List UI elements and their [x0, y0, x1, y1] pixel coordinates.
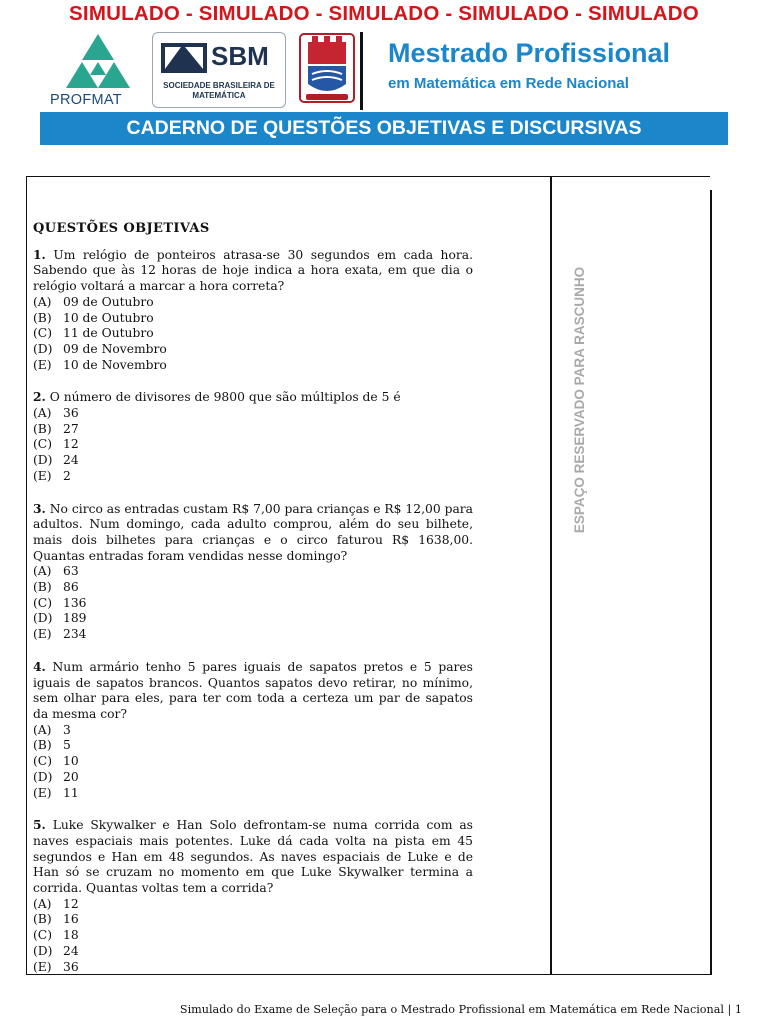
page-footer: Simulado do Exame de Seleção para o Mestrado Profissional em Matemática em Rede Nacional | 1	[179, 1003, 742, 1016]
answer-option	[33, 723, 473, 739]
question-stem	[33, 247, 473, 295]
option-text: 12	[63, 437, 79, 452]
option-letter: (C)	[33, 595, 53, 610]
answer-option	[33, 611, 473, 627]
answer-option	[33, 422, 473, 438]
option-text: 2	[63, 468, 71, 483]
option-text: 24	[63, 453, 79, 468]
option-letter: (C)	[33, 754, 53, 769]
rascunho-text: ESPAÇO RESERVADO PARA RASCUNHO	[572, 266, 587, 534]
question-number: 3.	[33, 500, 46, 516]
answer-option	[33, 754, 473, 770]
question-text: O número de divisores de 9800 que são múltiplos de 5 é	[49, 390, 401, 405]
option-text: 10 de Novembro	[63, 357, 167, 372]
answer-option	[33, 738, 473, 754]
answer-option	[33, 564, 473, 580]
question-number: 1.	[33, 246, 46, 262]
option-letter: (A)	[33, 564, 52, 579]
option-letter: (C)	[33, 326, 53, 341]
rascunho-label	[570, 266, 590, 534]
answer-option	[33, 944, 473, 960]
option-text: 20	[63, 769, 79, 784]
question-list	[33, 247, 473, 976]
answer-option	[33, 960, 473, 976]
question-number: 5.	[33, 817, 46, 833]
question-2	[33, 389, 473, 484]
sbm-mark-icon	[161, 43, 207, 73]
question-text: Um relógio de ponteiros atrasa-se 30 segundos em cada hora. Sabendo que às 12 horas de hoje indica a hora exata, em que dia o relógio voltará a marcar a hora correta?	[33, 247, 473, 294]
answer-option	[33, 786, 473, 802]
question-stem	[33, 389, 473, 406]
option-text: 09 de Outubro	[63, 294, 154, 309]
profmat-label: PROFMAT	[50, 92, 122, 108]
simulado-banner: SIMULADO - SIMULADO - SIMULADO - SIMULADO - SIMULADO	[69, 2, 699, 25]
question-stem	[33, 501, 473, 565]
option-text: 86	[63, 580, 79, 595]
answer-option	[33, 437, 473, 453]
answer-option	[33, 928, 473, 944]
option-text: 12	[63, 896, 79, 911]
page-subtitle: em Matemática em Rede Nacional	[388, 75, 629, 92]
caderno-title-bar: CADERNO DE QUESTÕES OBJETIVAS E DISCURSIVAS	[40, 112, 728, 145]
option-text: 16	[63, 912, 79, 927]
option-letter: (D)	[33, 341, 53, 356]
frame-right-border	[710, 190, 712, 975]
option-letter: (D)	[33, 453, 53, 468]
question-number: 2.	[33, 389, 46, 405]
option-text: 18	[63, 928, 79, 943]
question-4	[33, 659, 473, 801]
answer-option	[33, 342, 473, 358]
answer-option	[33, 770, 473, 786]
option-letter: (C)	[33, 928, 53, 943]
answer-option	[33, 295, 473, 311]
answer-option	[33, 453, 473, 469]
option-letter: (E)	[33, 627, 52, 642]
option-letter: (A)	[33, 722, 52, 737]
answer-option	[33, 311, 473, 327]
answer-option	[33, 897, 473, 913]
question-stem	[33, 659, 473, 723]
answer-option	[33, 406, 473, 422]
column-divider	[550, 176, 552, 975]
option-text: 27	[63, 421, 79, 436]
option-letter: (D)	[33, 769, 53, 784]
question-number: 4.	[33, 658, 46, 674]
option-letter: (B)	[33, 310, 52, 325]
option-text: 36	[63, 406, 79, 421]
answer-option	[33, 596, 473, 612]
option-letter: (D)	[33, 943, 53, 958]
option-letter: (B)	[33, 421, 52, 436]
option-text: 24	[63, 943, 79, 958]
option-text: 3	[63, 722, 71, 737]
header-divider	[360, 32, 363, 110]
questions-column	[33, 221, 473, 991]
option-letter: (D)	[33, 611, 53, 626]
option-text: 136	[63, 595, 87, 610]
question-3	[33, 501, 473, 643]
option-text: 10	[63, 754, 79, 769]
question-stem	[33, 817, 473, 897]
question-text: Luke Skywalker e Han Solo defrontam-se numa corrida com as naves espaciais mais potentes. Luke dá cada volta na pista em 45 segundos e Han em 48 segundos. As naves espaciais de Luke e de Han só se cruzam no momento em que Luke Skywalker termina a corrida. Quantas voltas tem a corrida?	[33, 818, 473, 896]
option-text: 189	[63, 611, 87, 626]
option-text: 11	[63, 785, 79, 800]
option-letter: (E)	[33, 785, 52, 800]
option-letter: (B)	[33, 912, 52, 927]
sbm-subtitle: SOCIEDADE BRASILEIRA DE MATEMÁTICA	[163, 81, 275, 100]
option-text: 234	[63, 627, 87, 642]
option-letter: (A)	[33, 294, 52, 309]
answer-option	[33, 358, 473, 374]
sbm-label: SBM	[211, 41, 269, 71]
option-letter: (E)	[33, 468, 52, 483]
option-letter: (E)	[33, 959, 52, 974]
question-text: Num armário tenho 5 pares iguais de sapatos pretos e 5 pares iguais de sapatos brancos. Quantos sapatos devo retirar, no mínimo, sem olhar para eles, para ter com toda a certeza um par de sapatos da mesma cor?	[33, 659, 473, 721]
option-text: 09 de Novembro	[63, 341, 167, 356]
page-title: Mestrado Profissional	[388, 38, 671, 68]
answer-option	[33, 580, 473, 596]
option-text: 10 de Outubro	[63, 310, 154, 325]
answer-option	[33, 627, 473, 643]
university-crest-icon	[296, 28, 358, 110]
answer-option	[33, 912, 473, 928]
sbm-logo	[152, 32, 286, 108]
option-letter: (B)	[33, 738, 52, 753]
question-text: No circo as entradas custam R$ 7,00 para crianças e R$ 12,00 para adultos. Num domingo, cada adulto comprou, além do seu bilhete, mais dois bilhetes para crianças e o circo faturou R$ 1638,00. Quantas entradas foram vendidas nesse domingo?	[33, 501, 473, 563]
question-5	[33, 817, 473, 975]
answer-option	[33, 326, 473, 342]
option-text: 11 de Outubro	[63, 326, 154, 341]
option-text: 63	[63, 564, 79, 579]
option-letter: (C)	[33, 437, 53, 452]
option-letter: (A)	[33, 406, 52, 421]
option-letter: (E)	[33, 357, 52, 372]
question-1	[33, 247, 473, 374]
option-letter: (B)	[33, 580, 52, 595]
option-text: 5	[63, 738, 71, 753]
section-title: QUESTÕES OBJETIVAS	[33, 221, 210, 236]
option-text: 36	[63, 959, 79, 974]
option-letter: (A)	[33, 896, 52, 911]
answer-option	[33, 469, 473, 485]
